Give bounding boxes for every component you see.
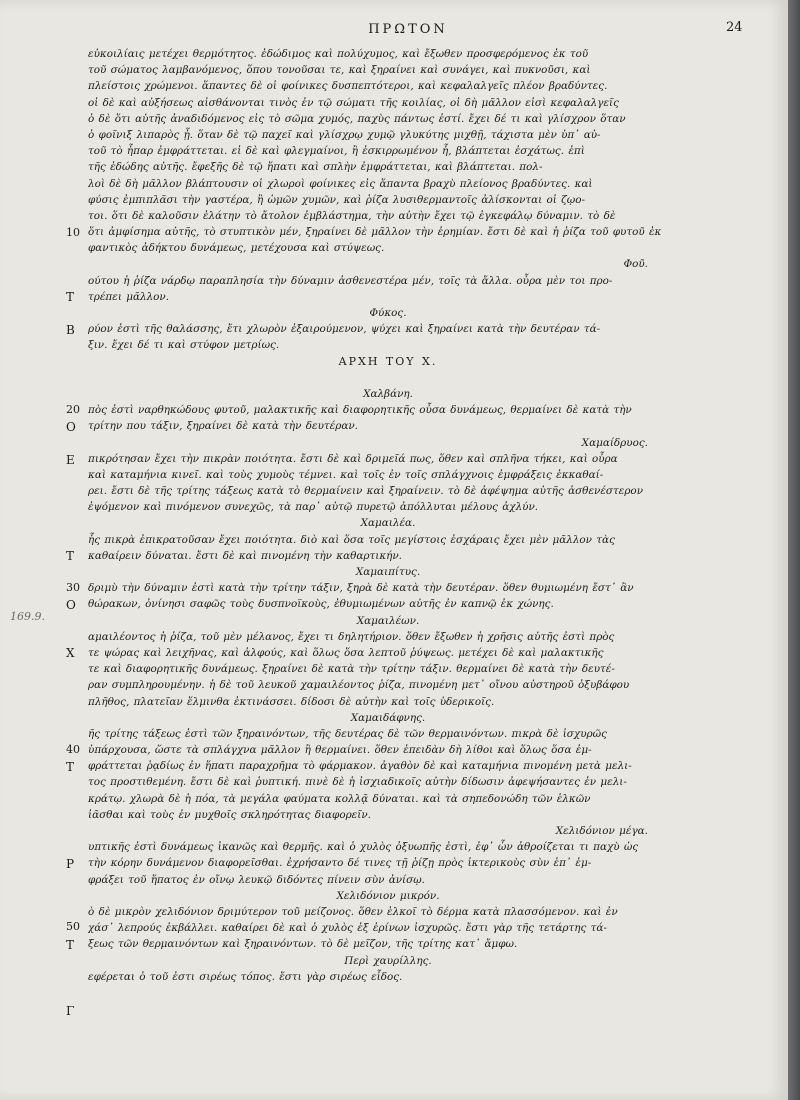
initial-letter: Τ (66, 290, 75, 304)
initial-letter: Χ (66, 646, 75, 660)
entry-heading: Χαμαιλέων. (356, 614, 420, 627)
initial-letter: Ο (66, 598, 76, 612)
text-line: τε καὶ διαφορητικῆς δυνάμεως. ξηραίνει δὲ κατὰ τὴν τρίτην τάξιν. θερμαίνει δὲ κατὰ τὴν δευτέ- (88, 663, 615, 676)
text-line: ἰᾶσθαι καὶ τοὺς ἐν μυχθοῖς σκληρότητας διαφορεῖν. (88, 808, 371, 821)
entry-heading: Χαλβάνη. (363, 387, 413, 400)
entry-heading: Χαμαίδρυος. (581, 436, 648, 449)
entry-heading: Περὶ χαυρίλλης. (344, 954, 432, 967)
text-line: τοῦ σώματος λαμβανόμενος, ὅπου τονοῦσαι τε, καὶ ξηραίνει καὶ συνάγει, καὶ πυκνοῦσι, καὶ (88, 64, 591, 77)
text-line: τοι. ὅτι δὲ καλοῦσιν ἐλάτην τὸ ἄτολον ἐμβλάστημα, τὴν αὐτὴν ἔχει τῷ ἐγκεφάλῳ δύναμιν. τὸ δὲ (88, 209, 616, 222)
initial-letter: Τ (66, 760, 75, 774)
text-line: ὅτι ἀμφίσημα αὐτῆς, τὸ στυπτικὸν μέν, ξηραίνει δὲ μᾶλλον τὴν ἐρημίαν. ἔστι δὲ καὶ ἡ ῥίζα τοῦ φυτοῦ ἐκ (88, 226, 662, 239)
text-line: αμαιλέοντος ἡ ῥίζα, τοῦ μὲν μέλανος, ἔχει τι δηλητήριον. ὅθεν ἔξωθεν ἡ χρῆσις αὐτῆς ἐστὶ πρὸς (88, 630, 615, 643)
page-edge (788, 0, 800, 1100)
text-line: ρύον ἐστὶ τῆς θαλάσσης, ἔτι χλωρὸν ἐξαιρούμενον, ψύχει καὶ ξηραίνει κατὰ τὴν δευτέραν τά- (88, 323, 601, 336)
entry-heading: Φύκος. (369, 307, 407, 319)
text-line: φράξει τοῦ ἥπατος ἐν οἴνῳ λευκῷ διδόντες πίνειν σὺν ἀνίσῳ. (88, 873, 425, 886)
text-line: πικρότησαν ἔχει τὴν πικρὰν ποιότητα. ἔστι δὲ καὶ δριμεῖά πως, ὅθεν καὶ σπλῆνα τήκει, καὶ οὖρα (88, 452, 618, 465)
entry-heading: Χαμαιλέα. (360, 517, 416, 530)
line-number: 30 (66, 581, 80, 594)
initial-letter: Ο (66, 420, 76, 434)
text-line: τρίτην που τάξιν, ξηραίνει δὲ κατὰ τὴν δευτέραν. (88, 420, 358, 433)
text-line: δριμὺ τὴν δύναμιν ἐστὶ κατὰ τὴν τρίτην τάξιν, ξηρὰ δὲ κατὰ τὴν δευτέραν. ὅθεν θυμιωμένη ἔστ᾽ ἂν (88, 582, 634, 595)
section-heading: ΑΡΧΗ ΤΟΥ Χ. (338, 354, 438, 368)
text-line: ῆς τρίτης τάξεως ἐστὶ τῶν ξηραινόντων, τῆς δευτέρας δὲ τῶν θερμαινόντων. πικρὰ δὲ ἰσχυρῶς (88, 727, 607, 740)
text-line: φράττεται ῥᾳδίως ἐν ἥπατι παραχρῆμα τὸ φάρμακον. ἀγαθὸν δὲ καὶ καταμήνια πινομένη μετὰ μελι- (88, 760, 632, 773)
text-line: ξιν. ἔχει δέ τι καὶ στύφον μετρίως. (88, 339, 280, 352)
text-line: ἧς πικρὰ ἐπικρατοῦσαν ἔχει ποιότητα. διὸ καὶ ὅσα τοῖς μεγίστοις ἐσχάραις ἔχει μὲν μᾶλλον τὰς (88, 533, 615, 546)
text-line: ὁ φοῖνιξ λιπαρὸς ᾖ. ὅταν δὲ τῷ παχεῖ καὶ γλίσχρῳ χυμῷ γλυκύτης μιχθῇ, τάχιστα μὲν ὑπ᾽ αὐ- (88, 128, 601, 141)
text-line: ὸ δὲ μικρὸν χελιδόνιον δριμύτερον τοῦ μείζονος. ὅθεν ἑλκοῖ τὸ δέρμα κατὰ πλασσόμενον. καὶ ἐν (88, 905, 618, 918)
text-line: πὸς ἐστὶ ναρθηκώδους φυτοῦ, μαλακτικῆς καὶ διαφορητικῆς οὖσα δυνάμεως, θερμαίνει δὲ κατὰ τὴν (88, 404, 632, 417)
entry-heading: Χαμαιπίτυς. (355, 566, 421, 578)
text-line: καθαίρειν δύναται. ἔστι δὲ καὶ πινομένη τὴν καθαρτικήν. (88, 549, 402, 562)
entry-heading: Χελιδόνιον μέγα. (555, 825, 648, 837)
text-line: ἐψόμενον καὶ πινόμενον συνεχῶς, τὰ παρ᾽ αὐτῷ πυρετῷ ἀπόλλυται μέλους ἀχλύν. (88, 501, 539, 514)
text-line: πλείστοις χρώμενοι. ἅπαντες δὲ οἱ φοίνικες δυσπεπτότεροι, καὶ κεφαλαλγεῖς πλέον βραδύντες. (88, 80, 608, 93)
text-line (88, 370, 688, 386)
initial-letter: Ρ (66, 857, 75, 871)
initial-letter: Τ (66, 938, 75, 952)
entry-heading: Χαμαιδάφνης. (350, 711, 426, 724)
initial-letter: Γ (66, 1004, 75, 1018)
handwritten-margin-note: 169.9. (10, 610, 45, 623)
text-line: ξεως τῶν θερμαινόντων καὶ ξηραινόντων. τὸ δὲ μεῖζον, τῆς τρίτης κατ᾽ ἄμφω. (88, 938, 518, 951)
text-line: οἱ δὲ καὶ αὐξήσεως αἰσθάνονται τινὸς ἐν τῷ σώματι τῆς κοιλίας, οἱ δὴ μᾶλλον εἰσὶ κεφαλαλγεῖς (88, 96, 619, 109)
text-line: τος προστιθεμένη. ἔστι δὲ καὶ ῥυπτική. πινὲ δὲ ἡ ἰσχιαδικοῖς αὐτὴν δίδωσιν ἀφεψήσαντες ἐν μελι- (88, 776, 627, 789)
text-line: χάσ᾽ λεπρούς ἐκβάλλει. καθαίρει δὲ καὶ ὁ χυλὸς ἐξ ἐρίνων ἰσχυρῶς. ἔστι γὰρ τῆς τετάρτης τά- (88, 922, 607, 935)
text-line: λοὶ δὲ δὴ μᾶλλον βλάπτουσιν οἱ χλωροὶ φοίνικες εἰς ἅπαντα βραχὺ πλείονος βραδύντες. καὶ (88, 177, 593, 190)
body-text (88, 46, 688, 985)
text-line: ούτου ἡ ῥίζα νάρδῳ παραπλησία τὴν δύναμιν ἀσθενεστέρα μέν, τοῖς τὰ ἄλλα. οὖρα μὲν τοι προ- (88, 274, 613, 287)
text-line: καὶ καταμήνια κινεῖ. καὶ τοὺς χυμοὺς τέμνει. καὶ τοῖς ἐν τοῖς σπλάγχνοις ἐμφράξεις ἐκκαθαί- (88, 468, 604, 481)
entry-heading: Χελιδόνιον μικρόν. (336, 889, 440, 902)
text-line: ὁ δὲ ὅτι αὐτῆς ἀναδιδόμενος εἰς τὸ σῶμα χυμός, παχὺς πάντως ἐστί. ἔχει δέ τι καὶ γλίσχρον ὅταν (88, 112, 626, 125)
initial-letter: Β (66, 323, 75, 337)
text-line: τῆς ἐδώδης αὐτῆς. ἔφεξῆς δὲ τῷ ἥπατι καὶ σπλὴν ἐμφράττεται, καὶ βλάπτεται. πολ- (88, 161, 543, 174)
text-line: φύσις ἐμπιπλᾶσι τὴν γαστέρα, ἢ ὡμῶν χυμῶν, καὶ ῥίζα λυσιθερμαντοῖς ἀλίσκονται οἱ ζῳο- (88, 193, 586, 206)
line-number: 10 (66, 226, 80, 239)
text-line: τοῦ τὸ ἧπαρ ἐμφράττεται. εἰ δὲ καὶ φλεγμαίνοι, ἢ ἐσκιρρωμένον ἦ, βλάπτεται ἐσχάτως. ἐπὶ (88, 145, 585, 158)
page-number: 24 (726, 20, 743, 35)
text-line: τρέπει μᾶλλον. (88, 290, 170, 303)
text-line: πλῆθος, πλατεῖαν ἕλμινθα ἐκτινάσσει. δίδοσι δὲ αὐτὴν καὶ τοῖς ὑδερικοῖς. (88, 695, 495, 708)
line-number: 50 (66, 920, 80, 933)
line-number: 40 (66, 743, 80, 756)
text-line: ὑπάρχουσα, ὥστε τὰ σπλάγχνα μᾶλλον ἢ θερμαίνει. ὅθεν ἐπειδὰν δὴ λίθοι καὶ ὅλως ὅσα ἐμ- (88, 744, 592, 757)
initial-letter: Ε (66, 453, 75, 467)
initial-letter: Τ (66, 549, 75, 563)
text-line: εφέρεται ὁ τοῦ ἐστι σιρέως τόπος. ἔστι γὰρ σιρέως εἶδος. (88, 970, 403, 983)
text-line: θώρακων, ὀνίνησι σαφῶς τοὺς δυσπνοϊκοὺς, ἐθυμιωμένων αὐτῆς ἐν καπνῷ ἐκ χώνης. (88, 598, 554, 611)
text-line: ρει. ἔστι δὲ τῆς τρίτης τάξεως κατὰ τὸ θερμαίνειν καὶ ξηραίνειν. τὸ δὲ ἀφέψημα αὐτῆς ἀσθενέστερον (88, 485, 644, 498)
text-line: ραν συμπληρουμένην. ἡ δὲ τοῦ λευκοῦ χαμαιλέοντος ῥίζα, πινομένη μετ᾽ οἴνου αὐστηροῦ ὀξυβάφου (88, 679, 630, 692)
text-line: φαντικὸς ἀδήκτου δυνάμεως, μετέχουσα καὶ στύψεως. (88, 242, 385, 255)
text-line: τε ψώρας καὶ λειχῆνας, καὶ ἀλφούς, καὶ ὅλως ὅσα λεπτοῦ ῥύψεως. μετέχει δὲ καὶ μαλακτικῆς (88, 646, 604, 659)
text-line: κράτῳ. χλωρὰ δὲ ἡ πόα, τὰ μεγάλα φαύματα κολλᾷ δύναται. καὶ τὰ σηπεδονώδη τῶν ἑλκῶν (88, 792, 591, 805)
text-line: υπτικῆς ἐστὶ δυνάμεως ἱκανῶς καὶ θερμῆς. καὶ ὁ χυλὸς ὀξυωπῆς ἐστὶ, ἐφ᾽ ὧν ἀθροίζεται τι παχὺ ὡς (88, 841, 639, 854)
running-head: ΠΡΩΤΟΝ (368, 22, 448, 37)
entry-heading: Φοῦ. (623, 258, 648, 271)
text-line: τὴν κόρην δυνάμενον διαφορεῖσθαι. ἐχρήσαντο δέ τινες τῇ ῥίζῃ πρὸς ἰκτερικοὺς σὺν ἐπ᾽ ἐμ- (88, 857, 592, 870)
line-number: 20 (66, 403, 80, 416)
text-line: εὐκοιλίαις μετέχει θερμότητος. ἐδώδιμος καὶ πολύχυμος, καὶ ἔξωθεν προσφερόμενος ἐκ τοῦ (88, 48, 589, 60)
